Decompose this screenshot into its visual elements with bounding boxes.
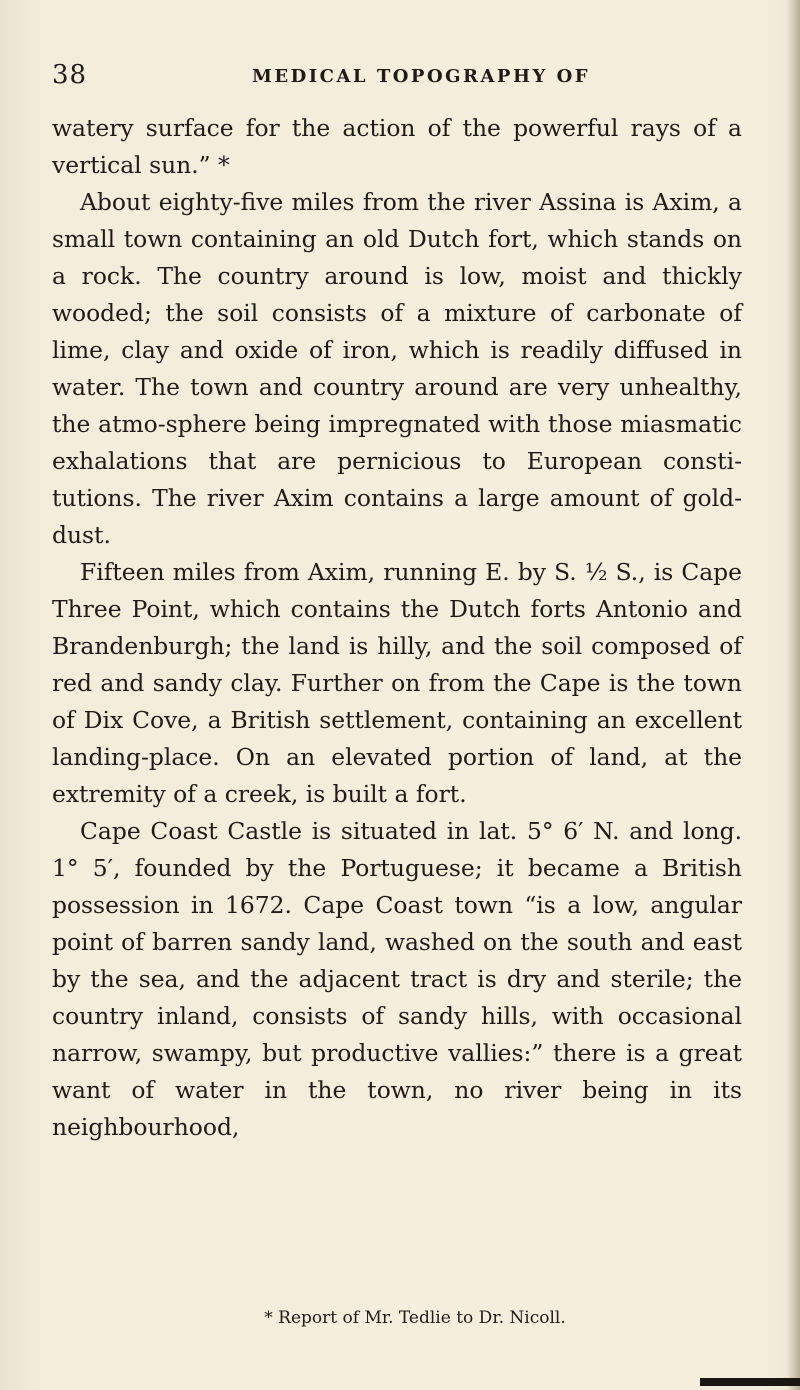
page-number: 38	[52, 60, 88, 90]
paragraph-continuation: watery surface for the action of the powerful rays of a vertical sun.” *	[52, 114, 742, 179]
body-text	[52, 110, 742, 1146]
bottom-rule	[700, 1378, 800, 1386]
page-header	[52, 60, 730, 94]
paragraph-cape-three-point: Fifteen miles from Axim, running E. by S. ½ S., is Cape Three Point, which contains the Dutch forts Antonio and Brandenburgh; the land is hilly, and the soil composed of red and sandy clay. Further on from the Cape is the town of Dix Cove, a British settlement, containing an excellent landing-place. On an elevated portion of land, at the extremity of a creek, is built a fort.	[52, 558, 742, 808]
page-edge	[786, 0, 800, 1390]
running-head: MEDICAL TOPOGRAPHY OF	[251, 66, 591, 87]
footnote: * Report of Mr. Tedlie to Dr. Nicoll.	[264, 1308, 566, 1328]
paragraph-cape-coast-castle: Cape Coast Castle is situated in lat. 5° 6′ N. and long. 1° 5′, founded by the Portuguese; it became a British possession in 1672. Cape Coast town “is a low, angular point of barren sandy land, washed on the south and east by the sea, and the adjacent tract is dry and sterile; the country inland, consists of sandy hills, with occasional narrow, swampy, but productive vallies:” there is a great want of water in the town, no river being in its neighbourhood,	[52, 817, 742, 1141]
paragraph-axim: About eighty-five miles from the river Assina is Axim, a small town containing an old Dutch fort, which stands on a rock. The country around is low, moist and thickly wooded; the soil consists of a mixture of carbonate of lime, clay and oxide of iron, which is readily diffused in water. The town and country around are very unhealthy, the atmo-sphere being impregnated with those miasmatic exhalations that are pernicious to European consti-tutions. The river Axim contains a large amount of gold-dust.	[52, 188, 742, 549]
